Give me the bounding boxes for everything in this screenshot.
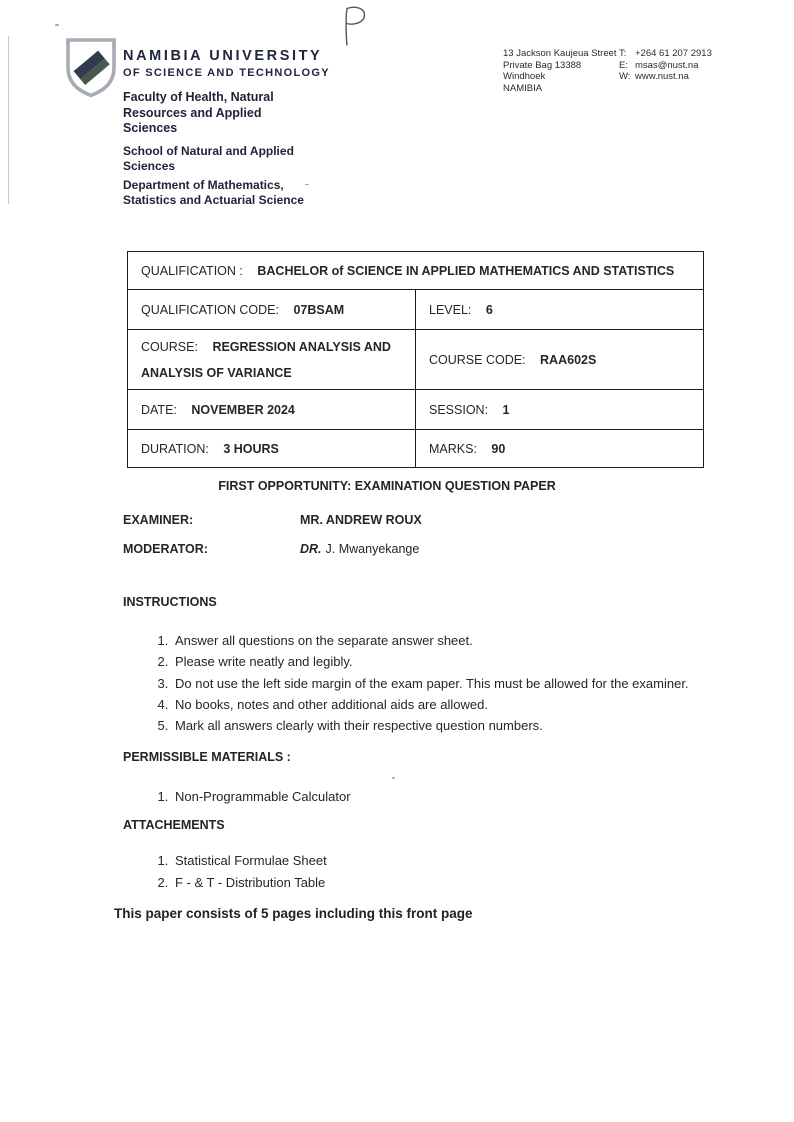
page-count-note: This paper consists of 5 pages including this front page	[114, 906, 473, 921]
instructions-section	[123, 595, 705, 736]
moderator-row	[123, 542, 422, 556]
table-row-duration-marks	[128, 430, 704, 468]
examiner-row	[123, 513, 422, 527]
instruction-item: 5. Mark all answers clearly with their respective question numbers.	[172, 715, 705, 736]
table-row-code-level	[128, 290, 704, 330]
address-line: Private Bag 13388	[503, 59, 582, 71]
web-label: W:	[619, 71, 631, 82]
course-label: COURSE:	[141, 339, 198, 354]
level-label: LEVEL:	[429, 302, 472, 317]
date-cell	[128, 390, 416, 430]
address-line: NAMIBIA	[503, 82, 543, 94]
date-label: DATE:	[141, 402, 177, 417]
permissible-materials-section	[123, 750, 705, 807]
session-label: SESSION:	[429, 402, 489, 417]
attachments-header: ATTACHEMENTS	[123, 818, 225, 832]
handwritten-mark-p	[336, 2, 378, 48]
table-row-qualification	[128, 252, 704, 290]
duration-value: 3 HOURS	[223, 441, 279, 456]
qualification-label: QUALIFICATION :	[141, 263, 243, 278]
date-value: NOVEMBER 2024	[191, 402, 295, 417]
session-value: 1	[502, 402, 510, 417]
scan-speck	[55, 24, 59, 26]
table-row-date-session	[128, 390, 704, 430]
attachment-item: 2. F - & T - Distribution Table	[172, 872, 705, 894]
address-line: Windhoek	[503, 71, 546, 82]
university-name: NAMIBIA UNIVERSITY	[123, 48, 323, 64]
phone-label: T:	[619, 48, 627, 59]
web-address: www.nust.na	[635, 71, 689, 82]
attachments-section	[123, 818, 705, 893]
department-name: Department of Mathematics, Statistics and Actuarial Science	[123, 178, 304, 207]
university-wordmark	[123, 48, 330, 79]
exam-paper-title: FIRST OPPORTUNITY: EXAMINATION QUESTION PAPER	[218, 479, 556, 493]
qualification-cell	[128, 252, 704, 290]
table-row-course	[128, 330, 704, 390]
instruction-item: 2. Please write neatly and legibly.	[172, 651, 705, 672]
permissible-material-item: 1. Non-Programmable Calculator	[172, 786, 705, 807]
instructions-header: INSTRUCTIONS	[123, 595, 217, 609]
instruction-item: 3. Do not use the left side margin of the exam paper. This must be allowed for the examiner.	[172, 673, 705, 694]
level-value: 6	[485, 302, 493, 317]
qualification-value: BACHELOR of SCIENCE IN APPLIED MATHEMATICS AND STATISTICS	[257, 263, 675, 278]
moderator-name: J. Mwanyekange	[325, 542, 420, 556]
instruction-item: 4. No books, notes and other additional aids are allowed.	[172, 694, 705, 715]
faculty-name: Faculty of Health, Natural Resources and Applied Sciences	[123, 90, 274, 135]
university-logo	[61, 37, 121, 99]
scan-artifact-line	[8, 36, 9, 204]
marks-label: MARKS:	[429, 441, 477, 456]
level-cell	[416, 290, 704, 330]
moderator-label: MODERATOR:	[123, 542, 208, 556]
qualification-code-label: QUALIFICATION CODE:	[141, 302, 279, 317]
contact-email-row	[619, 60, 712, 72]
session-cell	[416, 390, 704, 430]
address-block	[503, 48, 617, 94]
handwritten-p-icon	[336, 2, 378, 48]
instructions-list	[123, 630, 705, 736]
marks-cell	[416, 430, 704, 468]
marks-value: 90	[491, 441, 506, 456]
moderator-title: DR.	[300, 542, 322, 556]
exam-info-table	[127, 251, 704, 468]
permissible-materials-list	[123, 786, 705, 807]
permissible-materials-header: PERMISSIBLE MATERIALS :	[123, 750, 291, 764]
course-code-cell	[416, 330, 704, 390]
contact-phone-row	[619, 48, 712, 60]
attachments-list	[123, 850, 705, 893]
attachment-item: 1. Statistical Formulae Sheet	[172, 850, 705, 872]
nust-shield-icon	[61, 37, 121, 99]
course-code-label: COURSE CODE:	[429, 352, 526, 367]
course-code-value: RAA602S	[540, 352, 597, 367]
instruction-item: 1. Answer all questions on the separate answer sheet.	[172, 630, 705, 651]
university-subtitle: OF SCIENCE AND TECHNOLOGY	[123, 67, 330, 79]
contact-web-row	[619, 71, 712, 83]
examiner-name: MR. ANDREW ROUX	[300, 513, 422, 527]
phone-number: +264 61 207 2913	[635, 48, 712, 59]
qualification-code-value: 07BSAM	[293, 302, 345, 317]
email-address: msas@nust.na	[635, 59, 699, 71]
course-value: REGRESSION ANALYSIS AND ANALYSIS OF VARIANCE	[141, 339, 391, 380]
duration-cell	[128, 430, 416, 468]
school-name: School of Natural and Applied Sciences	[123, 144, 294, 173]
address-line: 13 Jackson Kaujeua Street	[503, 48, 617, 59]
qualification-code-cell	[128, 290, 416, 330]
contact-block	[619, 48, 712, 83]
duration-label: DURATION:	[141, 441, 209, 456]
course-cell	[128, 330, 416, 390]
examiner-label: EXAMINER:	[123, 513, 194, 527]
examiner-moderator-block	[123, 513, 422, 571]
email-label: E:	[619, 59, 628, 71]
